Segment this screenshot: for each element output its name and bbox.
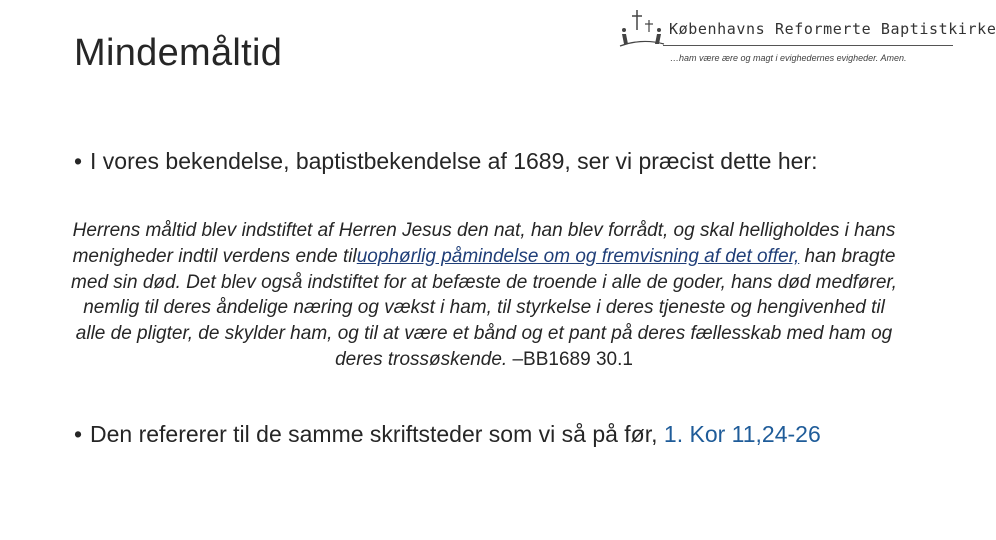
quote-source: –BB1689 30.1 <box>507 348 633 370</box>
church-tagline: …ham være ære og magt i evighedernes evigheder. Amen. <box>670 53 907 63</box>
bullet-text-main: Den refererer til de samme skriftsteder som vi så på før, <box>90 421 664 447</box>
bullet-text <box>74 420 894 448</box>
church-name: Københavns Reformerte Baptistkirke <box>669 20 996 38</box>
bullet-confession <box>74 147 864 175</box>
logo-divider <box>663 45 953 46</box>
quote-text-end: han bragte med sin død. Det blev også indstiftet for at befæste de troende i alle de goder, hans død medfører, nemlig til deres åndelige næring og vækst i ham, til styrkelse i deres tjeneste og hengivenhed til alle de pligter, de skylder ham, og til at være et bånd og et pant på deres fællesskab med ham og deres trossøskende. <box>71 245 897 370</box>
bullet-text: I vores bekendelse, baptistbekendelse af 1689, ser vi præcist dette her: <box>90 148 818 174</box>
confession-quote <box>66 218 902 373</box>
quote-emphasis: uophørlig påmindelse om og fremvisning af det offer, <box>356 245 800 267</box>
slide-title: Mindemåltid <box>74 32 283 74</box>
bullet-scripture <box>74 420 894 448</box>
quote-text-start: Herrens måltid blev indstiftet af Herren Jesus den nat, han blev forrådt, og skal helligholdes i hans menigheder indtil verdens ende til <box>72 220 896 267</box>
scripture-reference: 1. Kor 11,24-26 <box>663 421 821 447</box>
church-people-icon <box>618 8 666 54</box>
bullet-marker: • <box>74 421 83 447</box>
bullet-marker: • <box>74 148 83 174</box>
